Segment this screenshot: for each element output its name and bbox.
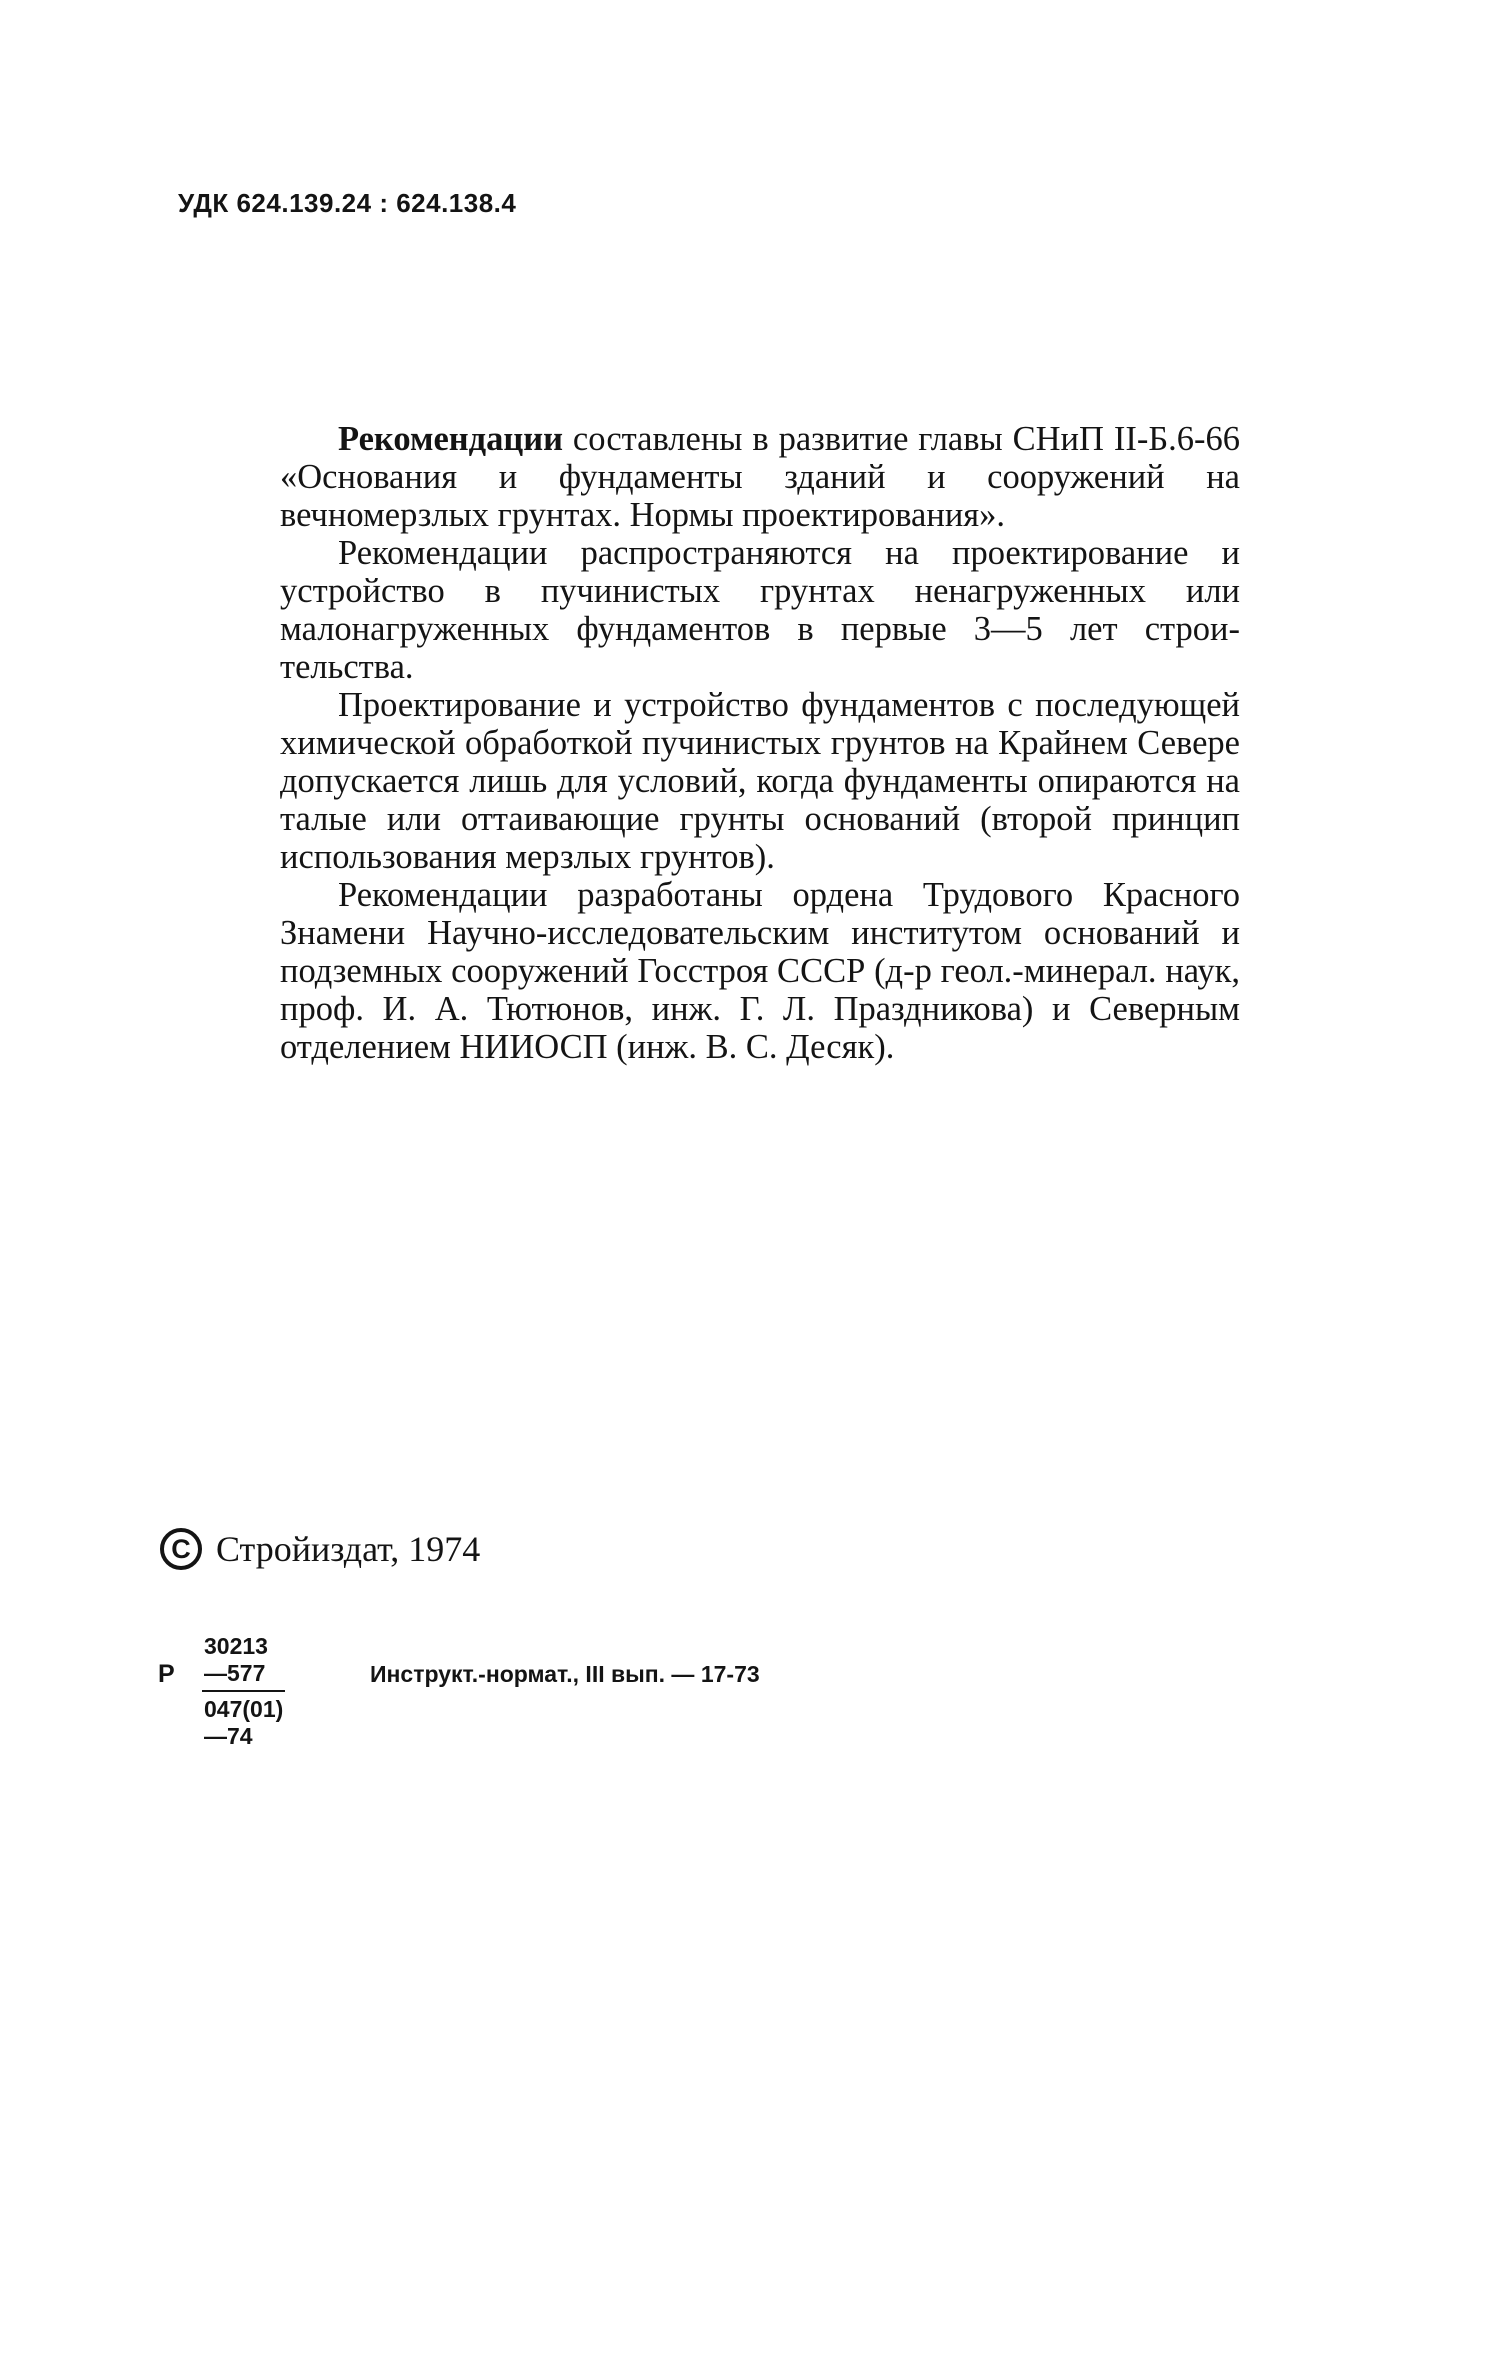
paragraph-2: Рекомендации распространяются на проектирование и устройство в пучинистых грунтах ненагруженных или малонагруженных фундаментов в первые 3—5 лет строительства. (280, 534, 1240, 686)
imprint-numerator: 30213—577 (202, 1633, 285, 1692)
imprint-index-fraction (202, 1633, 285, 1750)
copyright-line (160, 1528, 480, 1570)
paragraph-1-text: составлены в развитие главы СНиП II-Б.6-66 «Основания и фундаменты зданий и сооружений на вечномерзлых грунтах. Нормы проектирования». (280, 420, 1240, 534)
paragraph-1 (280, 420, 1240, 534)
copyright-icon: C (160, 1528, 202, 1570)
imprint-letter: Р (158, 1660, 175, 1688)
paragraph-3: Проектирование и устройство фундаментов с последующей химической обработкой пучинистых грунтов на Крайнем Севере допускается лишь для условий, когда фундаменты опираются на талые или оттаивающие грунты оснований (второй принцип использования мерзлых грунтов). (280, 686, 1240, 876)
imprint-note: Инструкт.-нормат., III вып. — 17-73 (370, 1661, 760, 1687)
copyright-text: Стройиздат, 1974 (216, 1529, 481, 1569)
paragraph-4: Рекомендации разработаны ордена Трудового Красного Знамени Научно-исследовательским институтом оснований и подземных сооружений Госстроя СССР (д-р геол.-минерал. наук, проф. И. А. Тютюнов, инж. Г. Л. Праздникова) и Северным отделением НИИОСП (инж. В. С. Десяк). (280, 876, 1240, 1066)
imprint-denominator: 047(01)—74 (204, 1696, 284, 1749)
udc-code: УДК 624.139.24 : 624.138.4 (178, 188, 517, 218)
annotation-text (280, 420, 1240, 1066)
paragraph-1-lead: Рекомендации (338, 420, 563, 458)
